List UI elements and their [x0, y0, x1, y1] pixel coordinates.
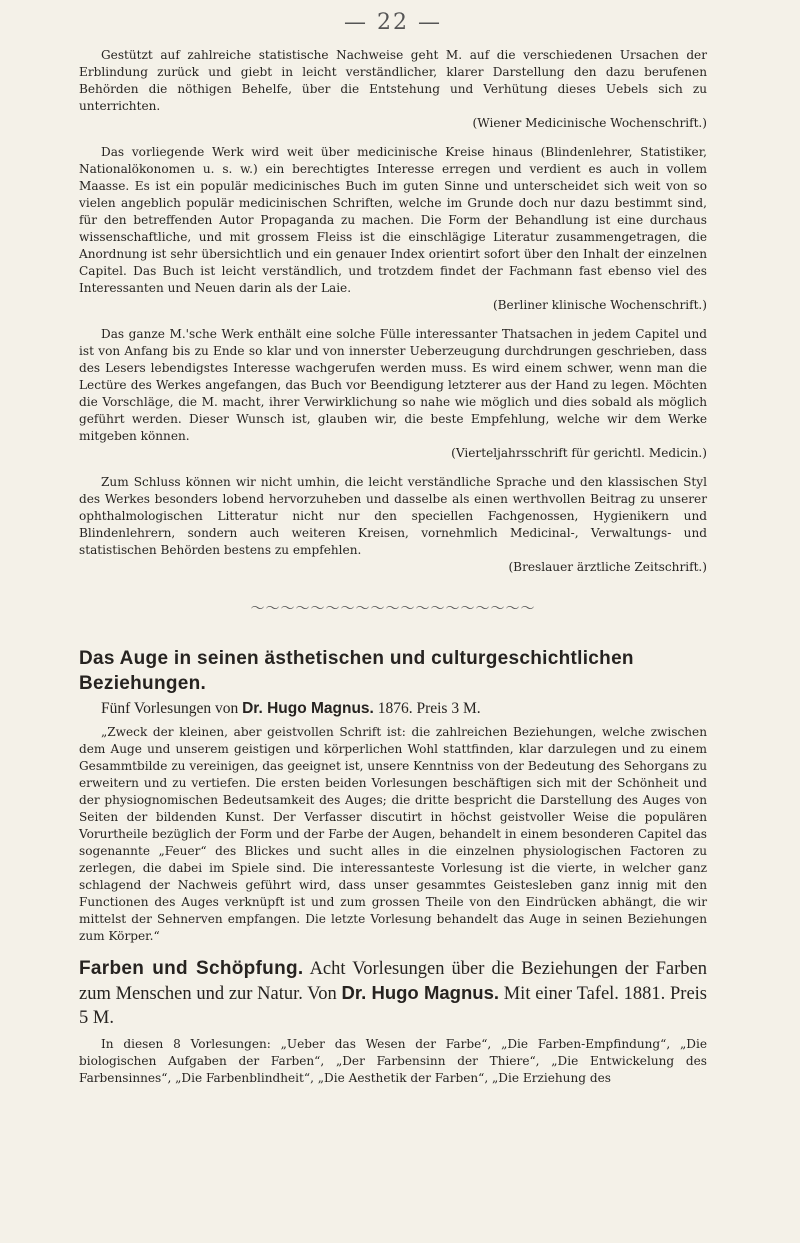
book-subtitle: [101, 698, 707, 720]
book-entry: [79, 957, 707, 1087]
review-source: (Wiener Medicinische Wochenschrift.): [472, 116, 707, 130]
review-quote: [79, 47, 707, 132]
book-title-line: [79, 957, 707, 1030]
review-quote: [79, 326, 707, 462]
review-text: [79, 47, 707, 132]
review-quote: [79, 474, 707, 576]
book-title-line: [79, 646, 707, 696]
book-subtitle-text: Acht Vorlesungen über die Beziehungen der Farben zum Menschen und zur Natur. Von: [79, 959, 707, 1004]
review-text-body: Zum Schluss können wir nicht umhin, die leicht verständliche Sprache und den klassischen Styl des Werkes besonders lobend hervorzuheben und dasselbe als einen werthvollen Beitrag zu unserer ophthalmologischen Litteratur nicht nur den speciellen Fachgenossen, Hygienikern und Blindenlehrern, sondern auch weiteren Kreisen, vornehmlich Medicinal-, Verwaltungs- und statistischen Behörden bestens zu empfehlen.: [79, 475, 707, 557]
review-text-body: Das ganze M.'sche Werk enthält eine solche Fülle interessanter Thatsachen in jedem Capitel und ist von Anfang bis zu Ende so klar und von innerster Ueberzeugung durchdrungen geschrieben, dass des Lesers lebendigstes Interesse wachgerufen werden muss. Es wird einem schwer, wenn man die Lectüre des Werkes angefangen, das Buch vor Beendigung letzterer aus der Hand zu legen. Möchten die Vorschläge, die M. macht, ihrer Verwirklichung so nahe wie möglich und dies sobald als möglich geführt werden. Dieser Wunsch ist, glauben wir, die beste Empfehlung, welche wir dem Werke mitgeben können.: [79, 327, 707, 443]
book-author: Dr. Hugo Magnus.: [242, 700, 374, 717]
review-quote: [79, 144, 707, 314]
book-title: Farben und Schöpfung.: [79, 958, 304, 979]
review-text-body: Gestützt auf zahlreiche statistische Nachweise geht M. auf die verschiedenen Ursachen der Erblindung zurück und giebt in leicht verständlicher, klarer Darstellung den dazu berufenen Behörden die nöthigen Behelfe, über die Entstehung und Verhütung dieses Uebels sich zu unterrichten.: [79, 48, 707, 113]
book-title: Das Auge in seinen ästhetischen und culturgeschichtlichen Beziehungen.: [79, 648, 634, 694]
book-description: „Zweck der kleinen, aber geistvollen Schrift ist: die zahlreichen Beziehungen, welche zwischen dem Auge und unserem geistigen und körperlichen Wohl stattfinden, klar darzulegen und zu einem Gesammtbilde zu vereinigen, das geeignet ist, unsere Kenntniss von der Bedeutung des Sehorgans zu erweitern und zu vertiefen. Die ersten beiden Vorlesungen beschäftigen sich mit der Schönheit und der physiognomischen Bedeutsamkeit des Auges; die dritte bespricht die Darstellung des Auges von Seiten der bildenden Kunst. Der Verfasser discutirt in höchst geistvoller Weise die populären Vorurtheile bezüglich der Form und der Farbe der Augen, behandelt in einem besonderen Capitel das sogenannte „Feuer“ des Blickes und sucht alles in die einzelnen physiologischen Factoren zu zerlegen, die dabei im Spiele sind. Die interessanteste Vorlesung ist die vierte, in welcher ganz schlagend der Nachweis geführt wird, dass unser gesammtes Geistesleben ganz innig mit den Functionen des Auges verknüpft ist und zum grossen Theile von den Eindrücken abhängt, die wir mittelst der Sehnerven empfangen. Die letzte Vorlesung behandelt das Auge in seinen Beziehungen zum Körper.“: [79, 725, 707, 943]
book-subtitle-text: Fünf Vorlesungen von: [101, 700, 239, 717]
review-text-body: Das vorliegende Werk wird weit über medicinische Kreise hinaus (Blindenlehrer, Statistiker, Nationalökonomen u. s. w.) ein berechtigtes Interesse erregen und verdient es auch in vollem Maasse. Es ist ein populär medicinisches Buch im guten Sinne und unterscheidet sich weit von so vielen angeblich populär medicinischen Schriften, welche im Grunde doch nur dazu bestimmt sind, für den betreffenden Autor Propaganda zu machen. Die Form der Behandlung ist eine durchaus wissenschaftliche, und mit grossem Fleiss ist die einschlägige Literatur zusammengetragen, die Anordnung ist sehr übersichtlich und ein genauer Index orientirt sofort über den Inhalt der einzelnen Capitel. Das Buch ist leicht verständlich, und trotzdem findet der Fachmann fast ebenso viel des Interessanten und Neuen darin als der Laie.: [79, 145, 707, 295]
review-text: [79, 474, 707, 576]
book-price: 1876. Preis 3 M.: [377, 700, 481, 717]
review-text: [79, 326, 707, 462]
review-source: (Vierteljahrsschrift für gerichtl. Medicin.): [451, 446, 707, 460]
book-description: In diesen 8 Vorlesungen: „Ueber das Wesen der Farbe“, „Die Farben-Empfindung“, „Die biologischen Aufgaben der Farben“, „Der Farbensinn der Thiere“, „Die Entwickelung des Farbensinnes“, „Die Farbenblindheit“, „Die Aesthetik der Farben“, „Die Erziehung des: [79, 1037, 707, 1085]
review-text: [79, 144, 707, 314]
document-page: [79, 10, 707, 1099]
ornamental-divider: 〜〜〜〜〜〜〜〜〜〜〜〜〜〜〜〜〜〜〜: [250, 601, 536, 617]
book-entry: [79, 646, 707, 945]
review-source: (Berliner klinische Wochenschrift.): [492, 298, 707, 312]
book-price: Mit einer Tafel. 1881. Preis 5 M.: [79, 984, 708, 1028]
page-number: — 22 —: [344, 10, 442, 35]
book-author: Dr. Hugo Magnus.: [341, 982, 499, 1003]
review-source: (Breslauer ärztliche Zeitschrift.): [508, 560, 707, 574]
